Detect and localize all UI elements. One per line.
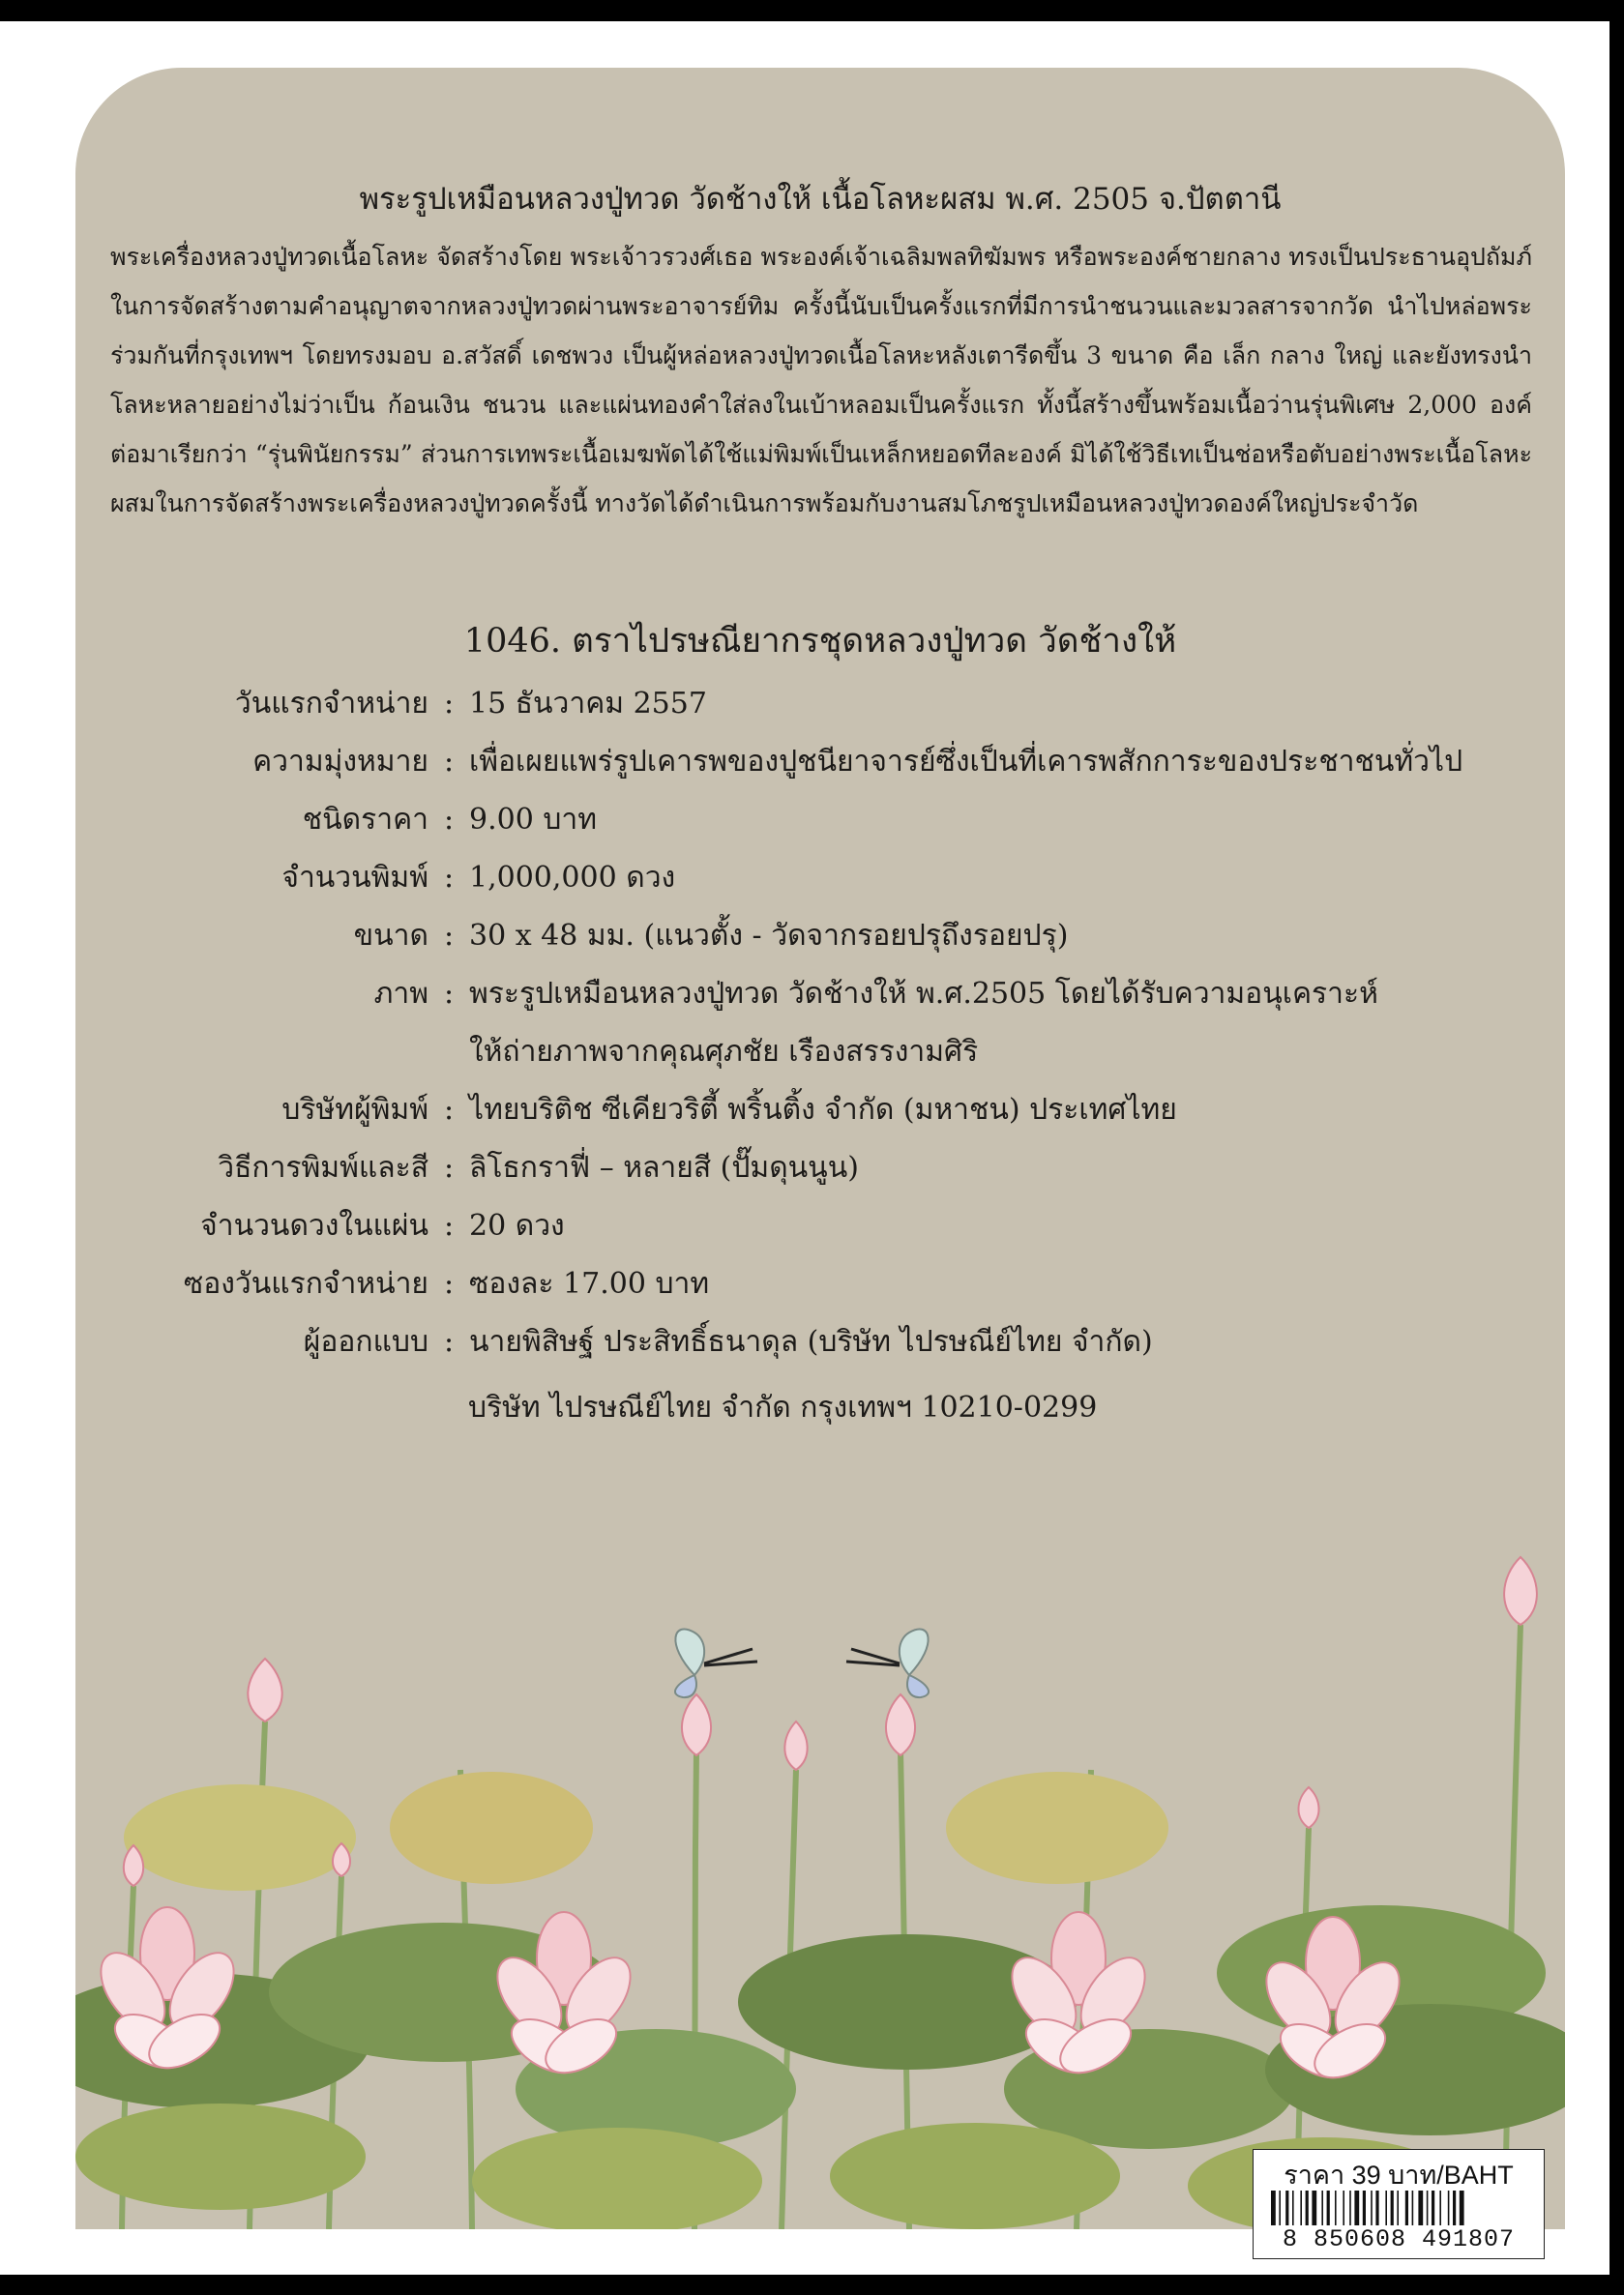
- detail-value: 1,000,000 ดวง: [469, 861, 676, 895]
- barcode-number: 8 850608 491807: [1282, 2225, 1516, 2253]
- detail-colon: :: [443, 919, 455, 953]
- detail-row-size: [75, 907, 1565, 965]
- detail-row-purpose: [75, 733, 1565, 791]
- detail-label: ความมุ่งหมาย: [252, 745, 428, 779]
- detail-row-designer: [75, 1313, 1565, 1371]
- detail-colon: :: [443, 1093, 455, 1127]
- intro-line: พระเครื่องหลวงปู่ทวดเนื้อโลหะ จัดสร้างโดย พระเจ้าวรวงศ์เธอ พระองค์เจ้าเฉลิมพลทิฆัมพร หรือพระองค์ชายกลาง ทรงเป็นประธานอุปถัมภ์: [110, 243, 1532, 271]
- detail-label: จำนวนดวงในแผ่น: [200, 1209, 428, 1243]
- detail-label: ภาพ: [373, 977, 428, 1011]
- detail-value-line: พระรูปเหมือนหลวงปู่ทวด วัดช้างให้ พ.ศ.2505 โดยได้รับความอนุเคราะห์: [469, 977, 1378, 1011]
- detail-label: วันแรกจำหน่าย: [234, 687, 428, 721]
- detail-colon: :: [443, 861, 455, 895]
- barcode-icon: [1271, 2191, 1526, 2225]
- detail-value: ไทยบริติช ซีเคียวริตี้ พริ้นติ้ง จำกัด (มหาชน) ประเทศไทย: [469, 1093, 1177, 1127]
- detail-colon: :: [443, 977, 455, 1011]
- intro-line: ร่วมกันที่กรุงเทพฯ โดยทรงมอบ อ.สวัสดิ์ เดชพวง เป็นผู้หล่อหลวงปู่ทวดเนื้อโลหะหลังเตารีดขึ้น 3 ขนาด คือ เล็ก กลาง ใหญ่ และยังทรงนำ: [110, 341, 1532, 369]
- detail-colon: :: [443, 745, 455, 779]
- detail-label: ขนาด: [353, 919, 428, 953]
- detail-value-line: ให้ถ่ายภาพจากคุณศุภชัย เรืองสรรงามศิริ: [469, 1035, 979, 1069]
- detail-value: 15 ธันวาคม 2557: [469, 687, 707, 721]
- detail-value: เพื่อเผยแพร่รูปเคารพของปูชนียาจารย์ซึ่งเป็นที่เคารพสักการะของประชาชนทั่วไป: [469, 745, 1463, 779]
- detail-row-denomination: [75, 791, 1565, 849]
- detail-row-fdc: [75, 1255, 1565, 1313]
- detail-label: บริษัทผู้พิมพ์: [281, 1093, 428, 1127]
- detail-value: 20 ดวง: [469, 1209, 565, 1243]
- intro-line: ต่อมาเรียกว่า “รุ่นพินัยกรรม” ส่วนการเทพระเนื้อเมฆพัดได้ใช้แม่พิมพ์เป็นเหล็กหยอดทีละองค์ มิได้ใช้วิธีเทเป็นช่อหรือตับอย่างพระเนื้อโลหะ: [110, 440, 1532, 468]
- detail-value: นายพิสิษฐ์ ประสิทธิ์ธนาดุล (บริษัท ไปรษณีย์ไทย จำกัด): [469, 1325, 1153, 1359]
- detail-colon: :: [443, 1151, 455, 1185]
- detail-value: ลิโธกราฟี่ – หลายสี (ปั๊มดุนนูน): [469, 1151, 859, 1185]
- intro-line: ในการจัดสร้างตามคำอนุญาตจากหลวงปู่ทวดผ่านพระอาจารย์ทิม ครั้งนี้นับเป็นครั้งแรกที่มีการนำชนวนและมวลสารจากวัด นำไปหล่อพระ: [110, 292, 1532, 320]
- detail-row-quantity: [75, 849, 1565, 907]
- detail-row-process: [75, 1139, 1565, 1197]
- detail-row-sheet-count: [75, 1197, 1565, 1255]
- butterfly-icons: [675, 1629, 929, 1697]
- detail-row-image: [75, 965, 1565, 1081]
- price-barcode-label: [1253, 2149, 1545, 2259]
- stamp-details: [75, 675, 1565, 1371]
- publisher-address: บริษัท ไปรษณีย์ไทย จำกัด กรุงเทพฯ 10210-0299: [468, 1391, 1098, 1425]
- detail-row-printer: [75, 1081, 1565, 1139]
- detail-label: วิธีการพิมพ์และสี: [218, 1151, 428, 1185]
- detail-colon: :: [443, 687, 455, 721]
- detail-value: [469, 965, 1565, 1081]
- detail-label: จำนวนพิมพ์: [281, 861, 428, 895]
- intro-line: โลหะหลายอย่างไม่ว่าเป็น ก้อนเงิน ชนวน และแผ่นทองคำใส่ลงในเบ้าหลอมเป็นครั้งแรก ทั้งนี้สร้างขึ้นพร้อมเนื้อว่านรุ่นพิเศษ 2,000 องค์: [110, 391, 1532, 419]
- detail-colon: :: [443, 803, 455, 837]
- detail-value: 30 x 48 มม. (แนวตั้ง - วัดจากรอยปรุถึงรอยปรุ): [469, 919, 1069, 953]
- stamp-title: 1046. ตราไปรษณียากรชุดหลวงปู่ทวด วัดช้างให้: [463, 622, 1177, 661]
- detail-colon: :: [443, 1325, 455, 1359]
- detail-label: ผู้ออกแบบ: [303, 1325, 428, 1359]
- detail-colon: :: [443, 1267, 455, 1301]
- content-panel: [75, 68, 1565, 2229]
- detail-label: ซองวันแรกจำหน่าย: [183, 1267, 428, 1301]
- detail-value: 9.00 บาท: [469, 803, 597, 837]
- detail-value: ซองละ 17.00 บาท: [469, 1267, 710, 1301]
- intro-line: ผสมในการจัดสร้างพระเครื่องหลวงปู่ทวดครั้งนี้ ทางวัดได้ดำเนินการพร้อมกับงานสมโภชรูปเหมือนหลวงปู่ทวดองค์ใหญ่ประจำวัด: [110, 489, 1419, 517]
- price-label: ราคา 39 บาท/BAHT: [1284, 2161, 1514, 2190]
- page-sheet: [0, 21, 1609, 2275]
- detail-colon: :: [443, 1209, 455, 1243]
- detail-label: ชนิดราคา: [302, 803, 428, 837]
- detail-row-issue-date: [75, 675, 1565, 733]
- intro-title: พระรูปเหมือนหลวงปู่ทวด วัดช้างให้ เนื้อโลหะผสม พ.ศ. 2505 จ.ปัตตานี: [359, 182, 1282, 217]
- intro-paragraph: [110, 232, 1532, 528]
- lotus-pond-illustration: [75, 1422, 1565, 2229]
